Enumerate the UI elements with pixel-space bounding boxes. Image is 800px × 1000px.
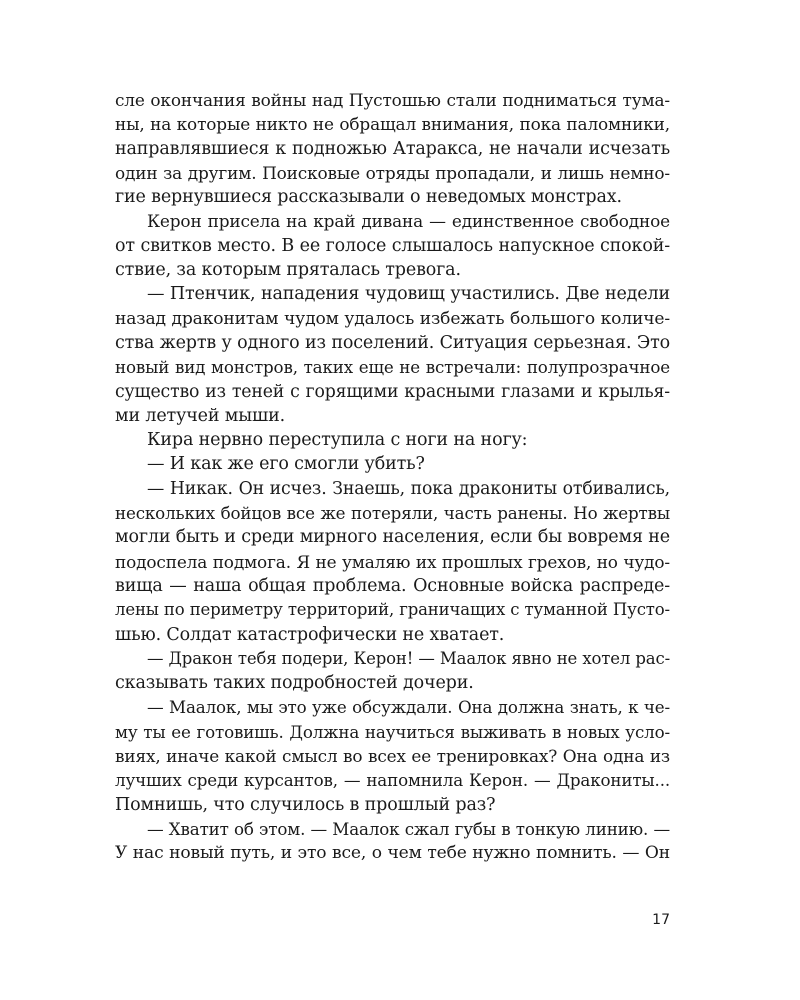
text-line: один за другим. Поисковые отряды пропадали, и лишь немно- — [115, 162, 670, 183]
text-line: подоспела подмога. Я не умаляю их прошлых грехов, но чудо- — [115, 551, 670, 572]
text-line: ствие, за которым пряталась тревога. — [115, 260, 461, 281]
text-line: Помнишь, что случилось в прошлый раз? — [115, 794, 496, 815]
text-line: виях, иначе какой смысл во всех ее тренировках? Она одна из — [115, 746, 670, 767]
text-line: от свитков место. В ее голосе слышалось напускное спокой- — [115, 235, 670, 256]
text-line: могли быть и среди мирного населения, если бы вовремя не — [115, 527, 670, 548]
text-line: шью. Солдат катастрофически не хватает. — [115, 624, 505, 645]
text-line: — Птенчик, нападения чудовищ участились. Две недели — [147, 284, 670, 305]
text-line: ны, на которые никто не обращал внимания, пока паломники, — [115, 114, 670, 135]
text-line: гие вернувшиеся рассказывали о неведомых монстрах. — [115, 187, 622, 208]
text-line: сказывать таких подробностей дочери. — [115, 673, 474, 694]
page-number: 17 — [652, 912, 670, 928]
text-line: У нас новый путь, и это все, о чем тебе нужно помнить. — Он — [115, 843, 670, 864]
text-line: лучших среди курсантов, — напомнила Керон. — Дракониты... — [115, 770, 670, 791]
text-line: Керон присела на край дивана — единственное свободное — [147, 211, 670, 232]
text-line: направлявшиеся к подножью Атаракса, не начали исчезать — [115, 138, 670, 159]
text-line: назад драконитам чудом удалось избежать большого количе- — [115, 308, 670, 329]
text-line: сле окончания войны над Пустошью стали подниматься тума- — [115, 90, 670, 110]
text-line: му ты ее готовишь. Должна научиться выживать в новых усло- — [115, 721, 670, 742]
text-line: — И как же его смогли убить? — [147, 454, 425, 475]
text-line: ми летучей мыши. — [115, 405, 286, 426]
text-line: нескольких бойцов все же потеряли, часть ранены. Но жертвы — [115, 503, 670, 524]
text-line: существо из теней с горящими красными глазами и крылья- — [115, 381, 670, 402]
text-line: — Дракон тебя подери, Керон! — Маалок явно не хотел рас- — [147, 648, 670, 668]
text-line: — Хватит об этом. — Маалок сжал губы в тонкую линию. — — [147, 818, 670, 839]
text-line: Кира нервно переступила с ноги на ногу: — [147, 430, 528, 451]
text-line: вища — наша общая проблема. Основные войска распреде- — [115, 575, 670, 596]
text-line: ства жертв у одного из поселений. Ситуация серьезная. Это — [115, 332, 670, 353]
text-line: новый вид монстров, таких еще не встречали: полупрозрачное — [115, 357, 670, 378]
text-line: лены по периметру территорий, граничащих с туманной Пусто- — [115, 600, 670, 620]
page-body — [115, 88, 670, 866]
text-line: — Маалок, мы это уже обсуждали. Она должна знать, к че- — [147, 697, 670, 718]
text-line: — Никак. Он исчез. Знаешь, пока дракониты отбивались, — [147, 478, 670, 499]
